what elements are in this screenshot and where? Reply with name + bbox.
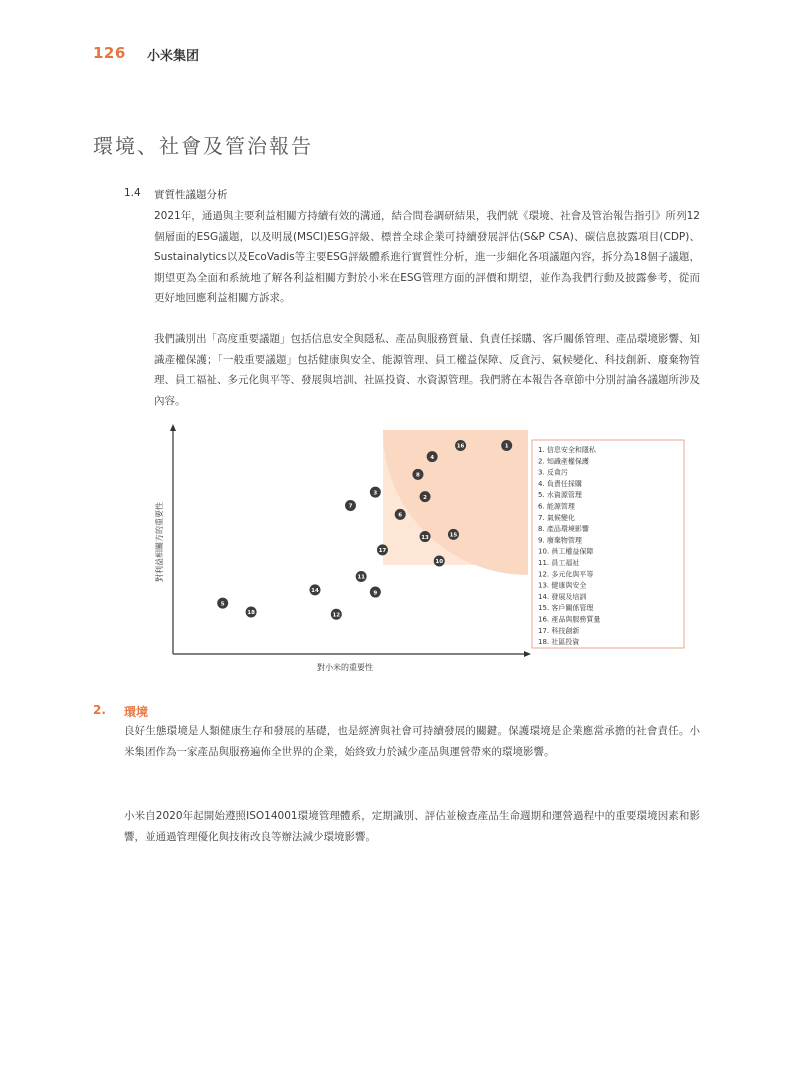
legend-item: 17. 科技創新 <box>538 626 580 635</box>
data-point-label: 16 <box>456 443 465 450</box>
legend-item: 15. 客戶關係管理 <box>538 604 594 613</box>
company-name: 小米集团 <box>147 49 200 64</box>
page-number: 126 <box>93 44 126 62</box>
legend-item: 16. 產品與服務質量 <box>538 615 601 624</box>
data-point-label: 15 <box>449 532 458 539</box>
materiality-paragraph: 2021年，通過與主要利益相關方持續有效的溝通，結合問卷調研結果，我們就《環境、社會及管治報告指引》所列12個層面的ESG議題，以及明晟(MSCI)ESG評級、標普全球企業可持續發展評估(S&P CSA)、碳信息披露項目(CDP)、Sustainalytics以及EcoVadis等主要ESG評級體系進行實質性分析，進一步細化各項議題內容，拆分為18個子議題，期望更為全面和系統地了解各利益相關方對於小米在ESG管理方面的評價和期望，並作為我們行動及披露參考，從而更好地回應利益相關方訴求。 <box>154 210 700 304</box>
legend-item: 9. 廢棄物管理 <box>538 536 582 545</box>
environment-section-title: 環境 <box>124 705 149 719</box>
data-point-label: 5 <box>220 601 225 608</box>
y-axis-arrow <box>170 424 176 431</box>
legend-item: 13. 健康與安全 <box>538 581 587 590</box>
data-point-label: 12 <box>332 612 341 619</box>
data-point-18 <box>246 607 257 618</box>
legend-item: 5. 水資源管理 <box>538 491 582 500</box>
legend-item: 1. 信息安全和隱私 <box>538 446 596 454</box>
environment-paragraph-2: 小米自2020年起開始遵照ISO14001環境管理體系，定期識別、評估並檢查產品生命週期和運營過程中的重要環境因素和影響，並通過管理優化與技術改良等辦法減少環境影響。 <box>124 810 700 843</box>
subsection-title: 實質性議題分析 <box>154 189 228 201</box>
data-point-label: 3 <box>373 490 378 497</box>
y-axis-label: 對利益相關方的重要性 <box>155 502 164 582</box>
x-axis-label: 對小米的重要性 <box>317 663 373 672</box>
data-point-2 <box>420 491 431 502</box>
data-point-8 <box>412 469 423 480</box>
legend-item: 10. 員工權益保障 <box>538 547 594 556</box>
data-point-label: 4 <box>430 454 435 461</box>
legend-item: 7. 氣候變化 <box>538 513 575 522</box>
legend-item: 11. 員工福祉 <box>538 559 580 567</box>
subsection-number: 1.4 <box>124 187 141 199</box>
data-point-label: 1 <box>504 443 509 450</box>
data-point-6 <box>395 509 406 520</box>
legend-item: 4. 負責任採購 <box>538 479 582 488</box>
data-point-10 <box>434 555 445 566</box>
data-point-12 <box>331 609 342 620</box>
section-title: 環境、社會及管治報告 <box>93 134 313 158</box>
legend-item: 3. 反貪污 <box>538 468 568 477</box>
data-point-label: 10 <box>435 559 444 566</box>
environment-paragraph-1: 良好生態環境是人類健康生存和發展的基礎，也是經濟與社會可持續發展的關鍵。保護環境是企業應當承擔的社會責任。小米集团作為一家產品與服務遍佈全世界的企業，始終致力於減少產品與運營帶來的環境影響。 <box>124 725 700 758</box>
data-point-label: 18 <box>247 610 255 617</box>
legend-item: 8. 產品環境影響 <box>538 525 589 534</box>
data-point-label: 2 <box>423 494 427 501</box>
issues-paragraph: 我們識別出「高度重要議題」包括信息安全與隱私、產品與服務質量、負責任採購、客戶關係管理、產品環境影響、知識產權保護；「一般重要議題」包括健康與安全、能源管理、員工權益保障、反貪污、氣候變化、科技創新、廢棄物管理、員工福祉、多元化與平等、發展與培訓、社區投資、水資源管理。我們將在本報告各章節中分別討論各議題所涉及內容。 <box>154 333 700 407</box>
legend-item: 18. 社區投資 <box>538 638 580 647</box>
data-point-16 <box>455 440 466 451</box>
data-point-5 <box>217 598 228 609</box>
materiality-matrix-chart <box>150 420 690 675</box>
data-point-1 <box>501 440 512 451</box>
legend-item: 12. 多元化與平等 <box>538 570 594 579</box>
data-point-4 <box>427 451 438 462</box>
x-axis-arrow <box>524 651 531 657</box>
data-point-3 <box>370 487 381 498</box>
data-point-11 <box>356 571 367 582</box>
data-point-label: 7 <box>348 503 353 510</box>
data-point-label: 11 <box>357 574 365 581</box>
environment-section-number: 2. <box>93 703 106 717</box>
data-point-7 <box>345 500 356 511</box>
data-point-label: 14 <box>311 588 319 595</box>
data-point-14 <box>310 584 321 595</box>
data-point-17 <box>377 544 388 555</box>
data-point-label: 17 <box>378 548 387 555</box>
data-point-13 <box>420 531 431 542</box>
legend-item: 2. 知識產權保護 <box>538 457 589 466</box>
data-point-label: 13 <box>421 534 429 541</box>
data-point-label: 9 <box>373 590 378 597</box>
data-point-label: 6 <box>398 512 403 519</box>
legend-item: 14. 發展及培訓 <box>538 592 587 601</box>
data-point-label: 8 <box>416 472 420 479</box>
legend-item: 6. 能源管理 <box>538 502 575 511</box>
data-point-9 <box>370 587 381 598</box>
data-point-15 <box>448 529 459 540</box>
